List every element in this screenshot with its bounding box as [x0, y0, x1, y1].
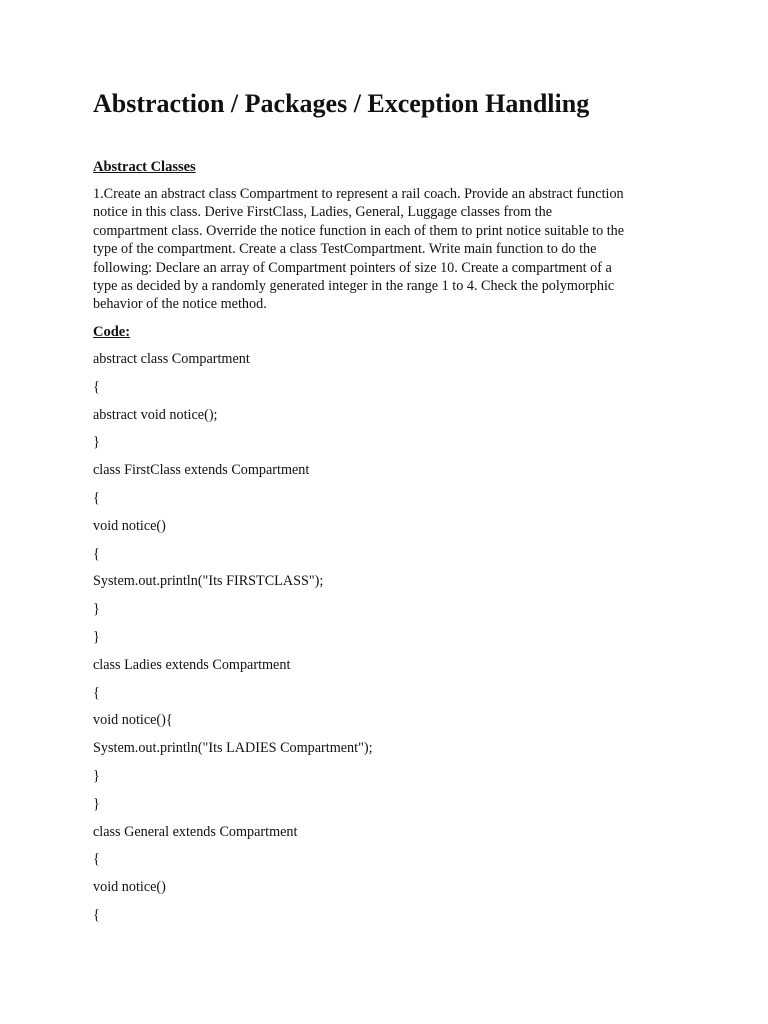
code-line: void notice(){ [93, 712, 173, 729]
code-line: { [93, 378, 100, 395]
code-line: class Ladies extends Compartment [93, 656, 291, 673]
question-line: 1.Create an abstract class Compartment to represent a rail coach. Provide an abstract function [93, 186, 624, 202]
page-title: Abstraction / Packages / Exception Handling [93, 89, 590, 118]
question-line: following: Declare an array of Compartment pointers of size 10. Create a compartment of a [93, 259, 612, 276]
question-line: notice in this class. Derive FirstClass, Ladies, General, Luggage classes from the [93, 204, 553, 221]
code-line: { [93, 906, 100, 923]
code-line: class FirstClass extends Compartment [93, 462, 310, 479]
section-heading: Abstract Classes [93, 159, 196, 175]
question-line: compartment class. Override the notice function in each of them to print notice suitable to the [93, 222, 625, 239]
code-line: { [93, 851, 100, 868]
code-label: Code: [93, 324, 131, 340]
code-line: System.out.println("Its FIRSTCLASS"); [93, 573, 324, 590]
code-line: { [93, 684, 100, 701]
question-line: type of the compartment. Create a class TestCompartment. Write main function to do the [93, 241, 597, 258]
code-line: { [93, 489, 100, 506]
code-line: } [93, 795, 100, 812]
code-line: { [93, 545, 100, 562]
code-line: void notice() [93, 517, 166, 534]
question-line: type as decided by a randomly generated integer in the range 1 to 4. Check the polymorphic [93, 278, 615, 295]
code-line: } [93, 601, 100, 618]
question-paragraph [93, 185, 683, 314]
code-line: System.out.println("Its LADIES Compartment"); [93, 740, 373, 757]
code-line: } [93, 434, 100, 451]
code-line: class General extends Compartment [93, 823, 298, 840]
code-line: abstract void notice(); [93, 406, 218, 423]
code-line: } [93, 628, 100, 645]
code-line: abstract class Compartment [93, 351, 250, 367]
code-block [93, 349, 373, 933]
question-line: behavior of the notice method. [93, 296, 267, 313]
code-line: void notice() [93, 879, 166, 896]
code-line: } [93, 767, 100, 784]
